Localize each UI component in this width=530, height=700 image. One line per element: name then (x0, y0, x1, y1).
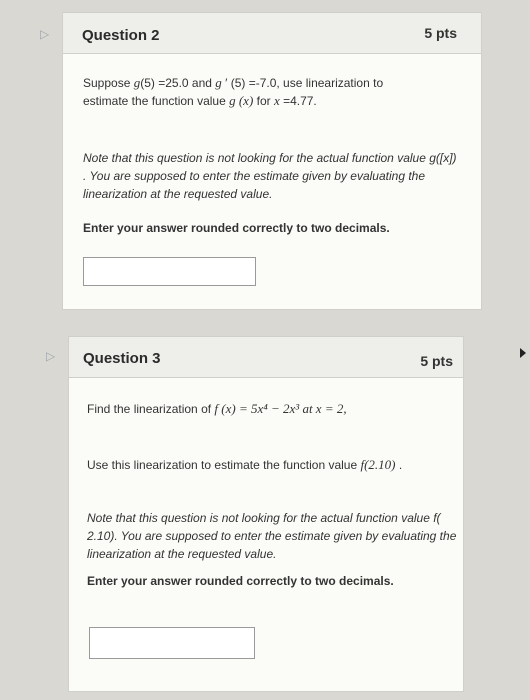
question-3-points: 5 pts (420, 353, 453, 369)
question-3-title: Question 3 (83, 350, 161, 367)
question-3-prompt: Find the linearization of f (x) = 5x⁴ − 2x³ at x = 2, (87, 401, 347, 416)
question-2-card (62, 12, 482, 310)
question-3-header (69, 337, 463, 378)
question-2-instruction: Enter your answer rounded correctly to two decimals. (83, 221, 390, 235)
question-2-prompt: Suppose g(5) =25.0 and g ′ (5) =-7.0, use linearization to estimate the function value g (x) for x =4.77. (83, 75, 384, 108)
question-3-instruction: Enter your answer rounded correctly to two decimals. (87, 574, 394, 588)
arrow-right-icon (520, 348, 526, 358)
question-2-title: Question 2 (82, 27, 160, 44)
flag-icon[interactable]: ▷ (40, 27, 50, 41)
question-2-points: 5 pts (424, 25, 457, 41)
flag-icon[interactable]: ▷ (46, 349, 56, 363)
question-3-note: Note that this question is not looking for the actual function value f( 2.10). You are supposed to enter the estimate given by evaluating the linearization at the requested value. (87, 511, 457, 561)
question-3-card (68, 336, 464, 692)
question-3-answer-input[interactable] (89, 627, 255, 659)
question-2-note: Note that this question is not looking for the actual function value g([x]) . You are supposed to enter the estimate given by evaluating the linearization at the requested value. (83, 151, 457, 201)
question-2-answer-input[interactable] (83, 257, 256, 286)
question-2-header (63, 13, 481, 54)
question-3-estimate-prompt: Use this linearization to estimate the function value f(2.10) . (87, 457, 403, 472)
